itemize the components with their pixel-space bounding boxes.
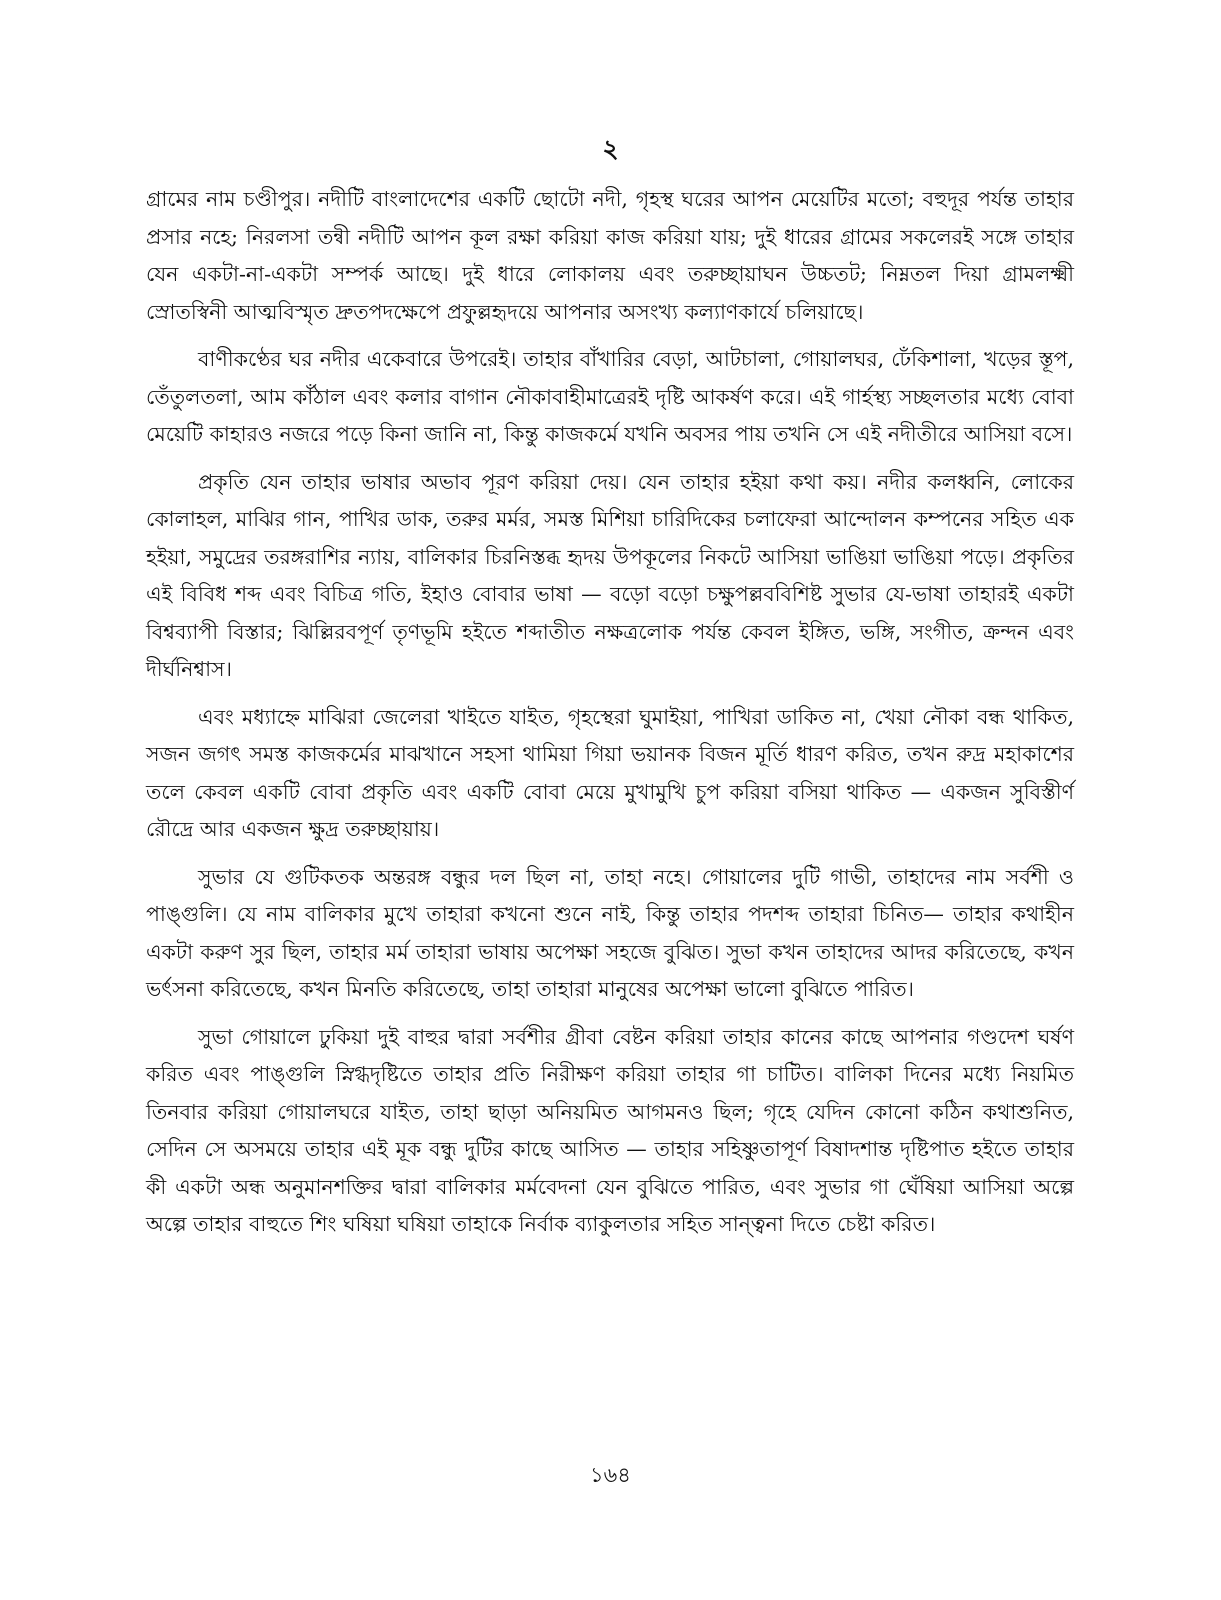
- page-number: ১৬৪: [590, 1463, 631, 1487]
- story-text: [146, 181, 1074, 1254]
- section-number: ২: [602, 134, 619, 163]
- paragraph: সুভার যে গুটিকতক অন্তরঙ্গ বন্ধুর দল ছিল না, তাহা নহে। গোয়ালের দুটি গাভী, তাহাদের নাম সর্বশী ও পাঙ্গুলি। যে নাম বালিকার মুখে তাহারা কখনো শুনে নাই, কিন্তু তাহার পদশব্দ তাহারা চিনিত— তাহার কথাহীন একটা করুণ সুর ছিল, তাহার মর্ম তাহারা ভাষায় অপেক্ষা সহজে বুঝিত। সুভা কখন তাহাদের আদর করিতেছে, কখন ভর্ৎসনা করিতেছে, কখন মিনতি করিতেছে, তাহা তাহারা মানুষের অপেক্ষা ভালো বুঝিতে পারিত।: [146, 864, 1074, 1001]
- paragraph: গ্রামের নাম চণ্ডীপুর। নদীটি বাংলাদেশের একটি ছোটো নদী, গৃহস্থ ঘরের আপন মেয়েটির মতো; বহুদূর পর্যন্ত তাহার প্রসার নহে; নিরলসা তন্বী নদীটি আপন কূল রক্ষা করিয়া কাজ করিয়া যায়; দুই ধারের গ্রামের সকলেরই সঙ্গে তাহার যেন একটা-না-একটা সম্পর্ক আছে। দুই ধারে লোকালয় এবং তরুচ্ছায়াঘন উচ্চতট; নিম্নতল দিয়া গ্রামলক্ষ্মী স্রোতস্বিনী আত্মবিস্মৃত দ্রুতপদক্ষেপে প্রফুল্লহৃদয়ে আপনার অসংখ্য কল্যাণকার্যে চলিয়াছে।: [146, 187, 1074, 324]
- paragraph: প্রকৃতি যেন তাহার ভাষার অভাব পূরণ করিয়া দেয়। যেন তাহার হইয়া কথা কয়। নদীর কলধ্বনি, লোকের কোলাহল, মাঝির গান, পাখির ডাক, তরুর মর্মর, সমস্ত মিশিয়া চারিদিকের চলাফেরা আন্দোলন কম্পনের সহিত এক হইয়া, সমুদ্রের তরঙ্গরাশির ন্যায়, বালিকার চিরনিস্তব্ধ হৃদয় উপকূলের নিকটে আসিয়া ভাঙিয়া ভাঙিয়া পড়ে। প্রকৃতির এই বিবিধ শব্দ এবং বিচিত্র গতি, ইহাও বোবার ভাষা — বড়ো বড়ো চক্ষুপল্লববিশিষ্ট সুভার যে-ভাষা তাহারই একটা বিশ্বব্যাপী বিস্তার; ঝিল্লিরবপূর্ণ তৃণভূমি হইতে শব্দাতীত নক্ষত্রলোক পর্যন্ত কেবল ইঙ্গিত, ভঙ্গি, সংগীত, ক্রন্দন এবং দীর্ঘনিশ্বাস।: [146, 469, 1074, 681]
- paragraph: সুভা গোয়ালে ঢুকিয়া দুই বাহুর দ্বারা সর্বশীর গ্রীবা বেষ্টন করিয়া তাহার কানের কাছে আপনার গণ্ডদেশ ঘর্ষণ করিত এবং পাঙ্গুলি স্নিগ্ধদৃষ্টিতে তাহার প্রতি নিরীক্ষণ করিয়া তাহার গা চাটিত। বালিকা দিনের মধ্যে নিয়মিত তিনবার করিয়া গোয়ালঘরে যাইত, তাহা ছাড়া অনিয়মিত আগমনও ছিল; গৃহে যেদিন কোনো কঠিন কথাশুনিত, সেদিন সে অসময়ে তাহার এই মূক বন্ধু দুটির কাছে আসিত — তাহার সহিষ্ণুতাপূর্ণ বিষাদশান্ত দৃষ্টিপাত হইতে তাহার কী একটা অন্ধ অনুমানশক্তির দ্বারা বালিকার মর্মবেদনা যেন বুঝিতে পারিত, এবং সুভার গা ঘেঁষিয়া আসিয়া অল্পে অল্পে তাহার বাহুতে শিং ঘষিয়া ঘষিয়া তাহাকে নির্বাক ব্যাকুলতার সহিত সান্ত্বনা দিতে চেষ্টা করিত।: [146, 1024, 1074, 1236]
- paragraph: এবং মধ্যাহ্নে মাঝিরা জেলেরা খাইতে যাইত, গৃহস্থেরা ঘুমাইয়া, পাখিরা ডাকিত না, খেয়া নৌকা বন্ধ থাকিত, সজন জগৎ সমস্ত কাজকর্মের মাঝখানে সহসা থামিয়া গিয়া ভয়ানক বিজন মূর্তি ধারণ করিত, তখন রুদ্র মহাকাশের তলে কেবল একটি বোবা প্রকৃতি এবং একটি বোবা মেয়ে মুখামুখি চুপ করিয়া বসিয়া থাকিত — একজন সুবিস্তীর্ণ রৌদ্রে আর একজন ক্ষুদ্র তরুচ্ছায়ায়।: [146, 704, 1074, 841]
- paragraph: বাণীকণ্ঠের ঘর নদীর একেবারে উপরেই। তাহার বাঁখারির বেড়া, আটচালা, গোয়ালঘর, ঢেঁকিশালা, খড়ের স্তূপ, তেঁতুলতলা, আম কাঁঠাল এবং কলার বাগান নৌকাবাহীমাত্রেরই দৃষ্টি আকর্ষণ করে। এই গার্হস্থ্য সচ্ছলতার মধ্যে বোবা মেয়েটি কাহারও নজরে পড়ে কিনা জানি না, কিন্তু কাজকর্মে যখনি অবসর পায় তখনি সে এই নদীতীরে আসিয়া বসে।: [146, 347, 1074, 446]
